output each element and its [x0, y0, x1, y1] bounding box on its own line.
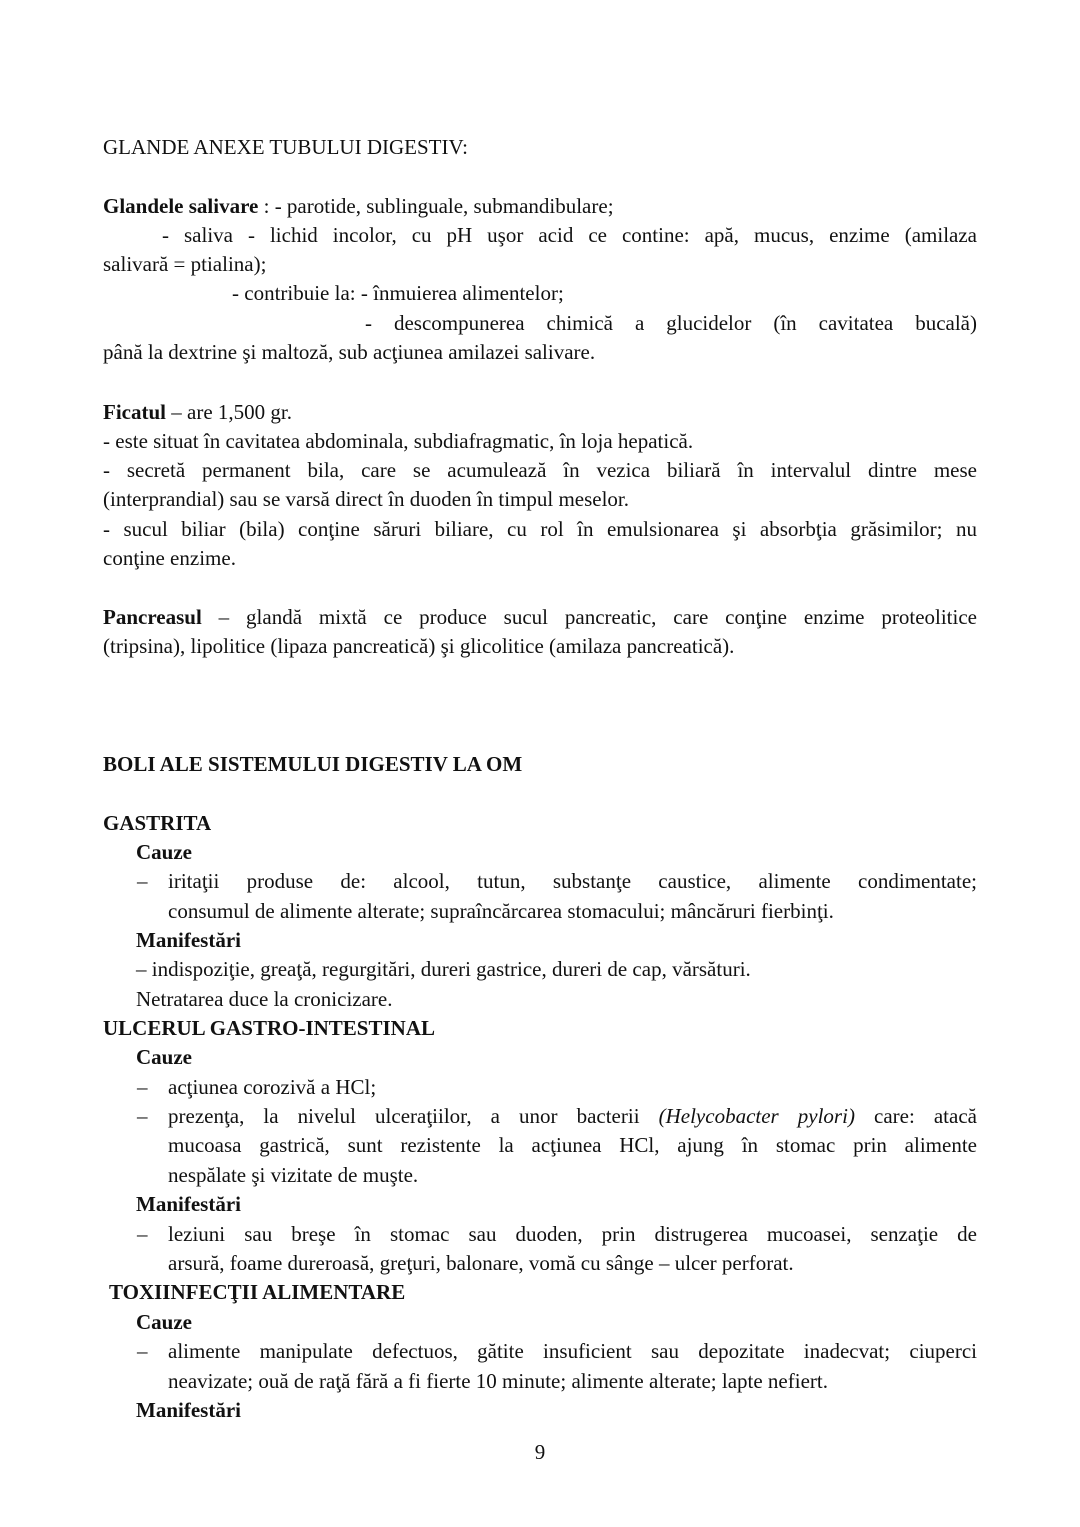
toxi-causes-label: Cauze — [136, 1310, 192, 1334]
liver-line-2: - secretă permanent bila, care se acumulează în vezica biliară în intervalul dintre mese — [103, 458, 977, 482]
toxi-cause-line-2: neavizate; ouă de raţă fără a fi fierte 10 minute; alimente alterate; lapte nefiert. — [168, 1369, 828, 1393]
gastrita-causes-line-2: consumul de alimente alterate; supraîncărcarea stomacului; mâncăruri fierbinţi. — [168, 899, 834, 923]
ulcer-manif-line-2: arsură, foame dureroasă, greţuri, balonare, vomă cu sânge – ulcer perforat. — [168, 1251, 794, 1275]
pancreas-heading — [103, 603, 977, 632]
liver-line-1: - este situat în cavitatea abdominala, subdiafragmatic, în loja hepatică. — [103, 429, 694, 453]
pancreas-heading-rest: – glandă mixtă ce produce sucul pancreatic, care conţine enzime proteolitice — [201, 605, 977, 629]
section-title-glands: GLANDE ANEXE TUBULUI DIGESTIV: — [103, 135, 468, 159]
ulcer-manif-line-1: leziuni sau breşe în stomac sau duoden, prin distrugerea mucoasei, senzaţie de — [168, 1222, 977, 1246]
ulcer-manif-label: Manifestări — [136, 1192, 241, 1216]
liver-line-5: conţine enzime. — [103, 546, 236, 570]
section-title-diseases: BOLI ALE SISTEMULUI DIGESTIV LA OM — [103, 752, 523, 776]
pancreas-heading-bold: Pancreasul — [103, 605, 202, 629]
ulcer-cause-2-line-3: nespălate şi vizitate de muşte. — [168, 1163, 419, 1187]
salivary-heading — [103, 192, 977, 221]
ulcer-causes-label: Cauze — [136, 1045, 192, 1069]
ulcer-cause-1-dash: – — [137, 1075, 148, 1099]
ulcer-cause-2-text-a: prezenţa, la nivelul ulceraţiilor, a unor bacterii — [168, 1104, 659, 1128]
liver-line-3: (interprandial) sau se varsă direct în duoden în timpul meselor. — [103, 487, 630, 511]
gastrita-manif-label: Manifestări — [136, 928, 241, 952]
gastrita-manif-line-1: – indispoziţie, greaţă, regurgitări, dureri gastrice, dureri de cap, vărsături. — [136, 957, 751, 981]
salivary-line-2: salivară = ptialina); — [103, 252, 267, 276]
ulcer-cause-2-line-1 — [168, 1102, 977, 1131]
salivary-line-5: până la dextrine şi maltoză, sub acţiunea amilazei salivare. — [103, 340, 596, 364]
ulcer-manif-dash: – — [137, 1222, 148, 1246]
salivary-line-3: - contribuie la: - înmuierea alimentelor; — [232, 281, 564, 305]
salivary-heading-rest: : - parotide, sublinguale, submandibulare; — [258, 194, 614, 218]
gastrita-title: GASTRITA — [103, 811, 212, 835]
salivary-line-4: - descompunerea chimică a glucidelor (în cavitatea bucală) — [365, 311, 977, 335]
toxi-cause-dash: – — [137, 1339, 148, 1363]
salivary-line-1: - saliva - lichid incolor, cu pH uşor acid ce contine: apă, mucus, enzime (amilaza — [162, 223, 977, 247]
toxi-cause-line-1: alimente manipulate defectuos, gătite insuficient sau depozitate inadecvat; ciuperci — [168, 1339, 977, 1363]
liver-line-4: - sucul biliar (bila) conţine săruri biliare, cu rol în emulsionarea şi absorbţia grăsimilor; nu — [103, 517, 977, 541]
toxi-title: TOXIINFECŢII ALIMENTARE — [109, 1280, 406, 1304]
gastrita-causes-dash: – — [137, 869, 148, 893]
ulcer-cause-2-line-2: mucoasa gastrică, sunt rezistente la acţiunea HCl, ajung în stomac prin alimente — [168, 1133, 977, 1157]
page-number: 9 — [534, 1440, 546, 1464]
ulcer-cause-2-dash: – — [137, 1104, 148, 1128]
gastrita-causes-label: Cauze — [136, 840, 192, 864]
liver-heading-bold: Ficatul — [103, 400, 166, 424]
liver-heading-rest: – are 1,500 gr. — [166, 400, 292, 424]
gastrita-manif-line-2: Netratarea duce la cronicizare. — [136, 987, 393, 1011]
toxi-manif-label: Manifestări — [136, 1398, 241, 1422]
liver-heading — [103, 398, 977, 427]
gastrita-causes-line-1: iritaţii produse de: alcool, tutun, substanţe caustice, alimente condimentate; — [168, 869, 977, 893]
ulcer-cause-1: acţiunea corozivă a HCl; — [168, 1075, 377, 1099]
ulcer-title: ULCERUL GASTRO-INTESTINAL — [103, 1016, 436, 1040]
pancreas-line-1: (tripsina), lipolitice (lipaza pancreatică) şi glicolitice (amilaza pancreatică). — [103, 634, 735, 658]
salivary-heading-bold: Glandele salivare — [103, 194, 259, 218]
ulcer-cause-2-text-b: care: atacă — [854, 1104, 977, 1128]
ulcer-bacteria-name: (Helycobacter pylori) — [658, 1104, 855, 1128]
